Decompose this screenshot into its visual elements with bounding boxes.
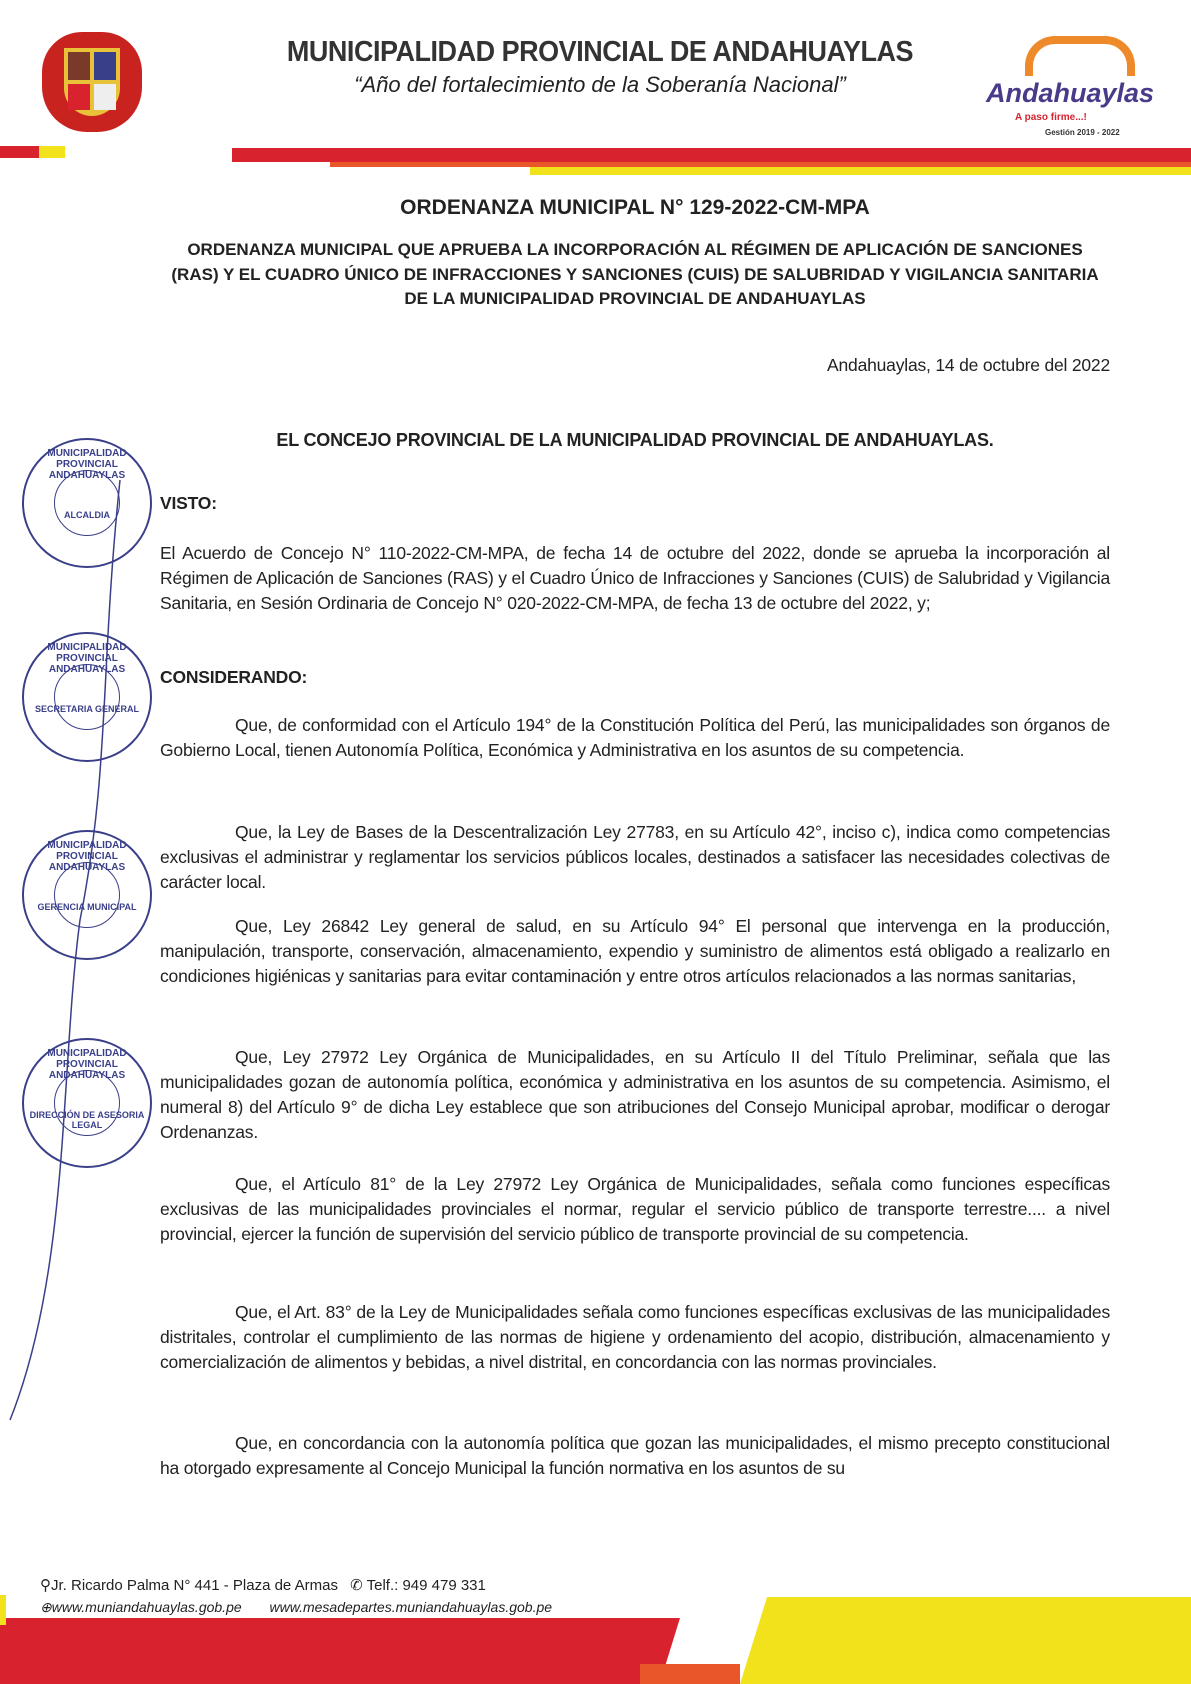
asesoria-legal-stamp: MUNICIPALIDAD PROVINCIAL ANDAHUAYLAS DIRECCIÓN DE ASESORIA LEGAL xyxy=(22,1038,152,1168)
considerando-paragraph: Que, Ley 26842 Ley general de salud, en su Artículo 94° El personal que intervenga en la producción, manipulación, transporte, conservación, almacenamiento, expendio y suministro de alimentos está obligado a realizarlo en condiciones higiénicas y sanitarias para evitar contaminación y entre otros artículos relacionados a las normas sanitarias, xyxy=(160,916,1110,986)
andahuaylas-logo xyxy=(985,36,1155,146)
considerando-heading: CONSIDERANDO: xyxy=(160,667,308,687)
ordinance-number: ORDENANZA MUNICIPAL N° 129-2022-CM-MPA xyxy=(400,196,870,219)
gerencia-municipal-stamp: MUNICIPALIDAD PROVINCIAL ANDAHUAYLAS GERENCIA MUNICIPAL xyxy=(22,830,152,960)
visto-heading: VISTO: xyxy=(160,493,217,513)
considerando-paragraph: Que, la Ley de Bases de la Descentralización Ley 27783, en su Artículo 42°, inciso c), indica como competencias exclusivas el administrar y reglamentar los servicios públicos locales, destinados a satisfacer las necesidades colectivas de carácter local. xyxy=(160,822,1110,892)
header-stripe-yellow xyxy=(530,167,1191,175)
institution-title: MUNICIPALIDAD PROVINCIAL DE ANDAHUAYLAS xyxy=(286,36,914,68)
logo-wordmark: Andahuaylas xyxy=(985,78,1155,108)
mesa-de-partes-link[interactable]: www.mesadepartes.muniandahuaylas.gob.pe xyxy=(269,1599,553,1615)
globe-icon: ⊕ xyxy=(40,1599,52,1615)
visto-paragraph: El Acuerdo de Concejo N° 110-2022-CM-MPA, de fecha 14 de octubre del 2022, donde se aprueba la incorporación al Régimen de Aplicación de Sanciones (RAS) y el Cuadro Único de Infracciones y Sanciones (CUIS) de Salubridad y Vigilancia Sanitaria, en Sesión Ordinaria de Concejo N° 020-2022-CM-MPA, de fecha 13 de octubre del 2022, y; xyxy=(160,543,1110,613)
phone-icon: ✆ xyxy=(350,1577,363,1594)
location-pin-icon: ⚲ xyxy=(40,1577,51,1594)
council-heading: EL CONCEJO PROVINCIAL DE LA MUNICIPALIDAD PROVINCIAL DE ANDAHUAYLAS. xyxy=(276,430,994,450)
footer-red-band xyxy=(0,1618,680,1684)
ordinance-date: Andahuaylas, 14 de octubre del 2022 xyxy=(827,355,1110,375)
header-stripe-red xyxy=(232,148,1191,162)
website-link[interactable]: www.muniandahuaylas.gob.pe xyxy=(51,1599,242,1615)
ordinance-subject: ORDENANZA MUNICIPAL QUE APRUEBA LA INCORPORACIÓN AL RÉGIMEN DE APLICACIÓN DE SANCIONES (RAS) Y EL CUADRO ÚNICO DE INFRACCIONES Y SANCIONES (CUIS) DE SALUBRIDAD Y VIGILANCIA SANITARIA DE LA MUNICIPALIDAD PROVINCIAL DE ANDAHUAYLAS xyxy=(171,240,1099,308)
header-stripe-left xyxy=(0,146,65,158)
municipal-coat-of-arms xyxy=(42,32,142,132)
secretaria-general-stamp: MUNICIPALIDAD PROVINCIAL ANDAHUAYLAS SECRETARIA GENERAL xyxy=(22,632,152,762)
footer-orange-band xyxy=(640,1664,740,1684)
signature-line xyxy=(0,470,160,1430)
considerando-paragraph: Que, el Artículo 81° de la Ley 27972 Ley Orgánica de Municipalidades, señala como funciones específicas exclusivas de las municipalidades provinciales el normar, regular el servicio público de transporte terrestre.... a nivel provincial, ejercer la función de supervisión del servicio público de transporte provincial de su competencia. xyxy=(160,1174,1110,1244)
considerando-paragraph: Que, el Art. 83° de la Ley de Municipalidades señala como funciones específicas exclusivas de las municipalidades distritales, controlar el cumplimiento de las normas de higiene y ordenamiento del acopio, distribución, almacenamiento y comercialización de alimentos y bebidas, a nivel distrital, en concordancia con las normas provinciales. xyxy=(160,1302,1110,1372)
footer-web xyxy=(40,1599,552,1616)
considerando-paragraph: Que, en concordancia con la autonomía política que gozan las municipalidades, el mismo precepto constitucional ha otorgado expresamente al Concejo Municipal la función normativa en los asuntos de su xyxy=(160,1433,1110,1478)
footer-yellow-band xyxy=(740,1597,1191,1684)
logo-period: Gestión 2019 - 2022 xyxy=(1045,128,1120,137)
considerando-paragraph: Que, Ley 27972 Ley Orgánica de Municipalidades, en su Artículo II del Título Preliminar, señala que las municipalidades gozan de autonomía política, económica y administrativa en los asuntos de su competencia. Asimismo, el numeral 8) del Artículo 9° de dicha Ley establece que son atribuciones del Consejo Municipal aprobar, modificar o derogar Ordenanzas. xyxy=(160,1047,1110,1142)
year-motto: “Año del fortalecimiento de la Soberanía Nacional” xyxy=(354,72,846,97)
alcaldia-stamp: MUNICIPALIDAD PROVINCIAL ANDAHUAYLAS ALCALDIA xyxy=(22,438,152,568)
considerando-paragraph: Que, de conformidad con el Artículo 194° de la Constitución Política del Perú, las municipalidades son órganos de Gobierno Local, tienen Autonomía Política, Económica y Administrativa en los asuntos de su competencia. xyxy=(160,715,1110,760)
footer-left-yellow xyxy=(0,1595,6,1625)
footer-address: ⚲Jr. Ricardo Palma N° 441 - Plaza de Armas ✆ Telf.: 949 479 331 xyxy=(40,1577,486,1594)
logo-slogan: A paso firme...! xyxy=(1015,112,1087,123)
